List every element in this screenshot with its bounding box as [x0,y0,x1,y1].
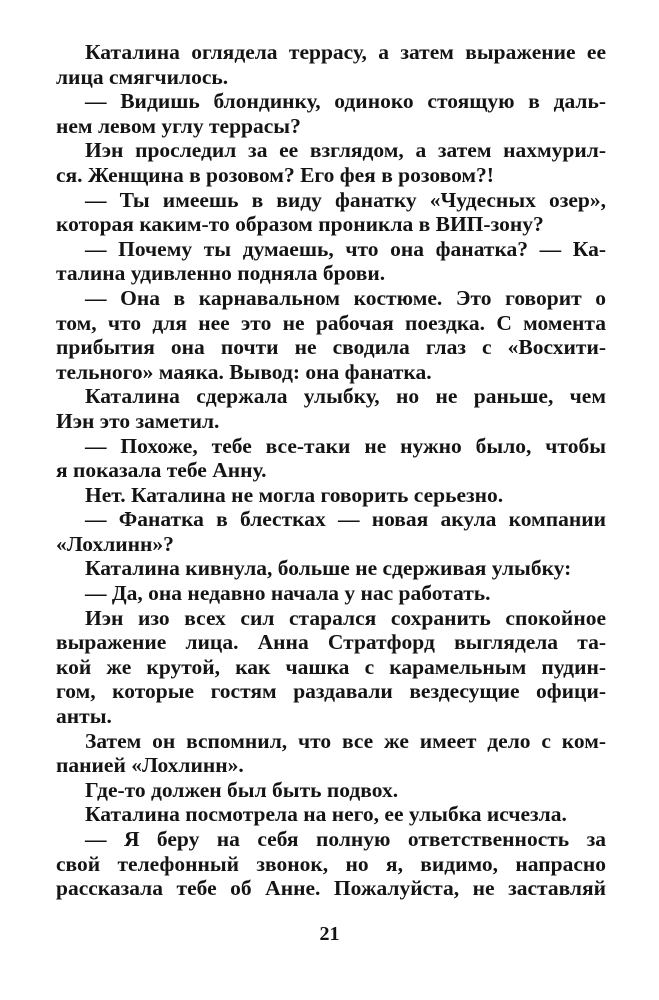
text-line: — Видишь блондинку, одиноко стоящую в даль- [85,89,606,114]
text-line: гом, которые гостям раздавали вездесущие офици- [56,679,606,704]
text-line: Затем он вспомнил, что все же имеет дело с ком- [85,728,606,753]
text-line: — Да, она недавно начала у нас работать. [85,581,491,606]
text-line: — Ты имеешь в виду фанатку «Чудесных озер», [85,187,606,212]
text-line: Иэн изо всех сил старался сохранить спокойное [85,605,606,630]
text-line: Нет. Каталина не могла говорить серьезно. [85,482,504,507]
text-line: я показала тебе Анну. [56,458,267,483]
text-line: Каталина посмотрела на него, ее улыбка исчезла. [85,802,567,827]
text-line: «Лохлинн»? [56,531,174,556]
text-line: Иэн это заметил. [56,408,220,433]
text-line: — Я беру на себя полную ответственность за [85,827,606,851]
text-line: Иэн проследил за ее взглядом, а затем нахмурил- [85,138,606,163]
text-line: анты. [56,704,112,729]
text-line: лица смягчилось. [56,64,229,89]
text-line: свой телефонный звонок, но я, видимо, напрасно [56,851,606,876]
page-number: 21 [319,923,340,945]
text-line: Где-то должен был быть подвох. [85,777,399,802]
text-line: кой же крутой, как чашка с карамельным пудин- [56,654,606,679]
text-line: — Она в карнавальном костюме. Это говорит о [85,285,606,310]
text-line: — Фанатка в блестках — новая акула компании [85,507,606,532]
text-line: Каталина кивнула, больше не сдерживая улыбку: [85,556,572,581]
text-line: выражение лица. Анна Стратфорд выглядела та- [56,630,606,655]
text-line: том, что для нее это не рабочая поездка. С момента [56,310,606,335]
text-line: нем левом углу террасы? [56,113,301,138]
text-line: которая каким-то образом проникла в ВИП-зону? [56,212,544,237]
book-page-text [56,40,606,970]
text-line: — Похоже, тебе все-таки не нужно было, чтобы [85,433,606,458]
text-line: прибытия она почти не сводила глаз с «Восхити- [56,335,606,360]
text-line: талина удивленно подняла брови. [56,261,386,286]
text-line: панией «Лохлинн». [56,753,244,778]
text-line: рассказала тебе об Анне. Пожалуйста, не заставляй [56,876,606,901]
text-line: ся. Женщина в розовом? Его фея в розовом?! [56,162,494,187]
text-line: Каталина оглядела террасу, а затем выражение ее [85,40,606,64]
text-line: Каталина сдержала улыбку, но не раньше, чем [85,384,606,409]
text-line: — Почему ты думаешь, что она фанатка? — Ка- [85,236,606,261]
text-line: тельного» маяка. Вывод: она фанатка. [56,359,432,384]
